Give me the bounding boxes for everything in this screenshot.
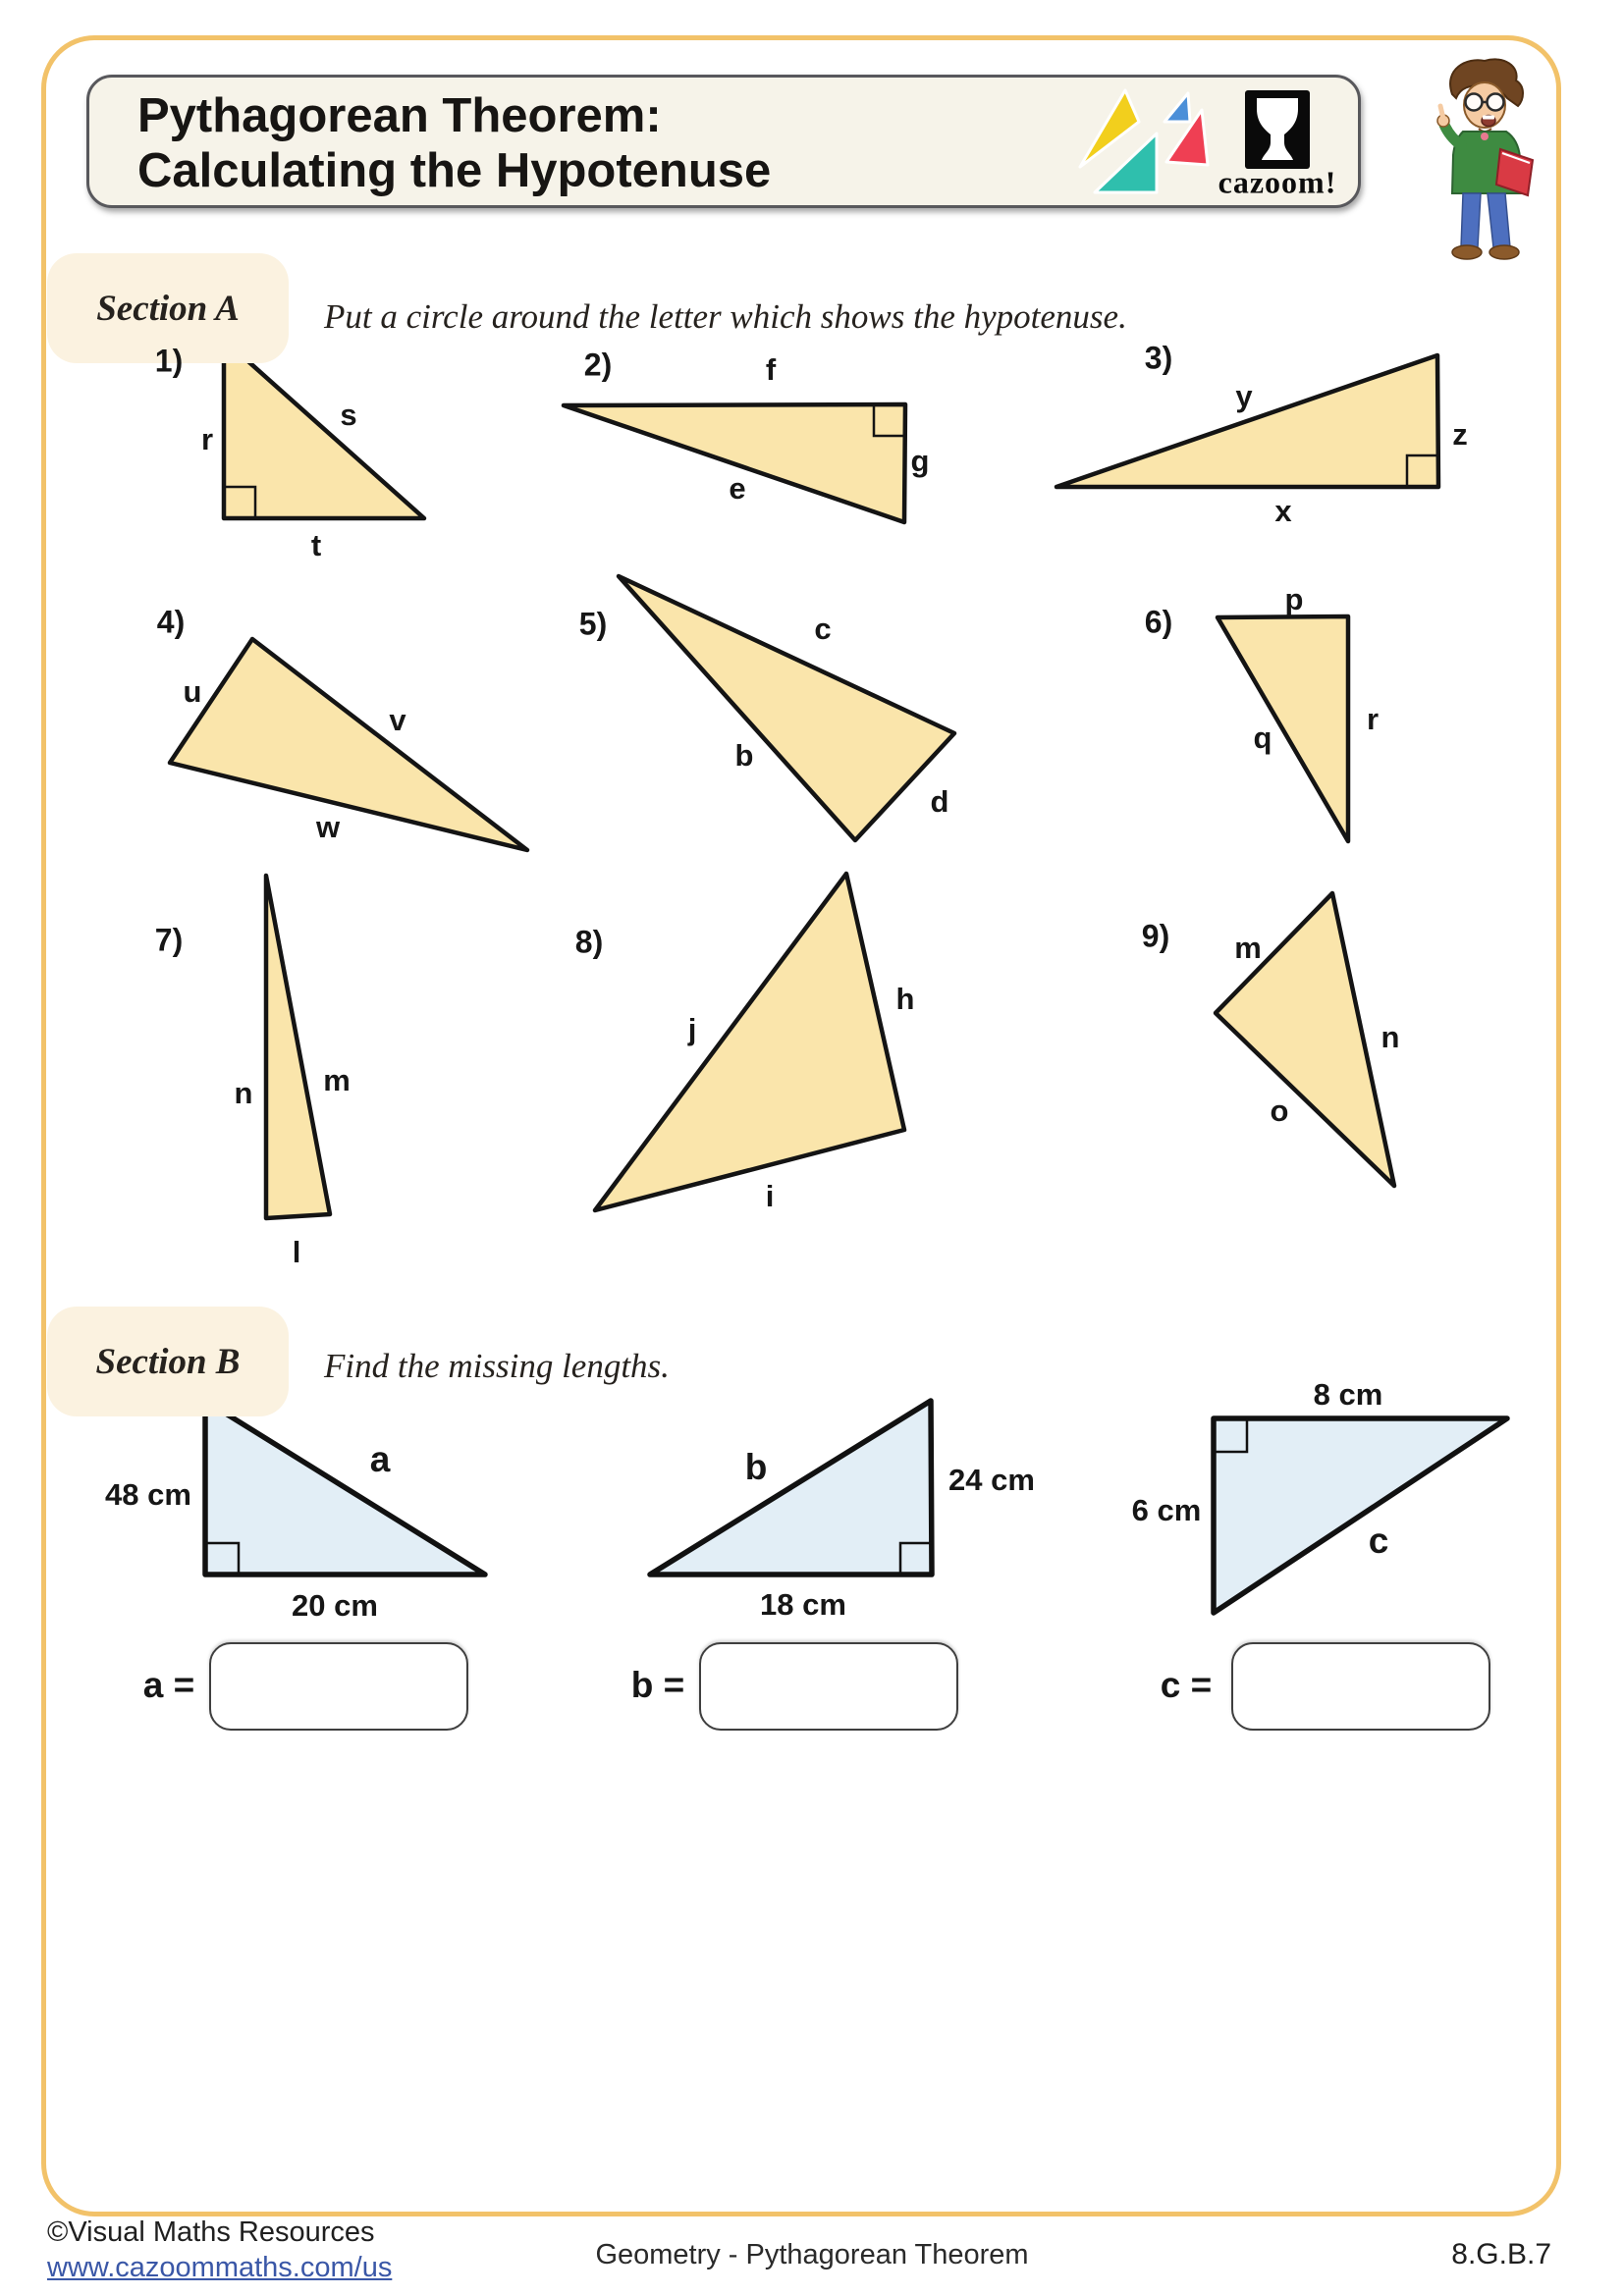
problem-b-vertical-label: 24 cm	[948, 1463, 1035, 1497]
answer-c-prefix: c =	[1160, 1665, 1213, 1705]
section-b-label-text: Section B	[95, 1341, 241, 1382]
problem-3-base-label: x	[1274, 494, 1292, 528]
problem-4-number: 4)	[156, 604, 186, 640]
problem-2-side-label: g	[910, 444, 930, 478]
problem-4-side-label: u	[183, 674, 202, 709]
problem-9-hypotenuse-label: n	[1380, 1020, 1400, 1054]
section-b-instruction: Find the missing lengths.	[324, 1347, 670, 1385]
problem-3-side-label: z	[1452, 417, 1468, 452]
problem-c-hypotenuse-label: c	[1368, 1521, 1389, 1561]
problem-a-horizontal-label: 20 cm	[292, 1588, 378, 1623]
problem-b-hypotenuse-label: b	[744, 1447, 768, 1487]
problem-1-triangle	[224, 340, 424, 518]
problem-7-side-label: n	[234, 1076, 253, 1110]
footer-website-link[interactable]: www.cazoommaths.com/us	[47, 2252, 393, 2283]
problem-1-number: 1)	[154, 343, 184, 379]
problem-b-horizontal-label: 18 cm	[760, 1587, 846, 1622]
problem-9-side-label: o	[1270, 1094, 1289, 1128]
problem-5-base-label: d	[930, 784, 949, 819]
problem-8-base-label: i	[765, 1179, 775, 1213]
problem-8-triangle	[595, 874, 904, 1210]
problem-2-hypotenuse-label: e	[729, 471, 746, 506]
problem-6-top-label: p	[1284, 582, 1304, 616]
problem-c-triangle	[1214, 1418, 1507, 1613]
problem-3-triangle	[1056, 355, 1438, 487]
answer-a-prefix: a =	[142, 1665, 195, 1705]
problem-6-number: 6)	[1144, 604, 1173, 640]
title-line-1: Pythagorean Theorem:	[137, 89, 662, 142]
problem-5-side-label: b	[734, 738, 754, 773]
problem-5-hypotenuse-label: c	[814, 612, 832, 646]
teacher-character-illustration	[1437, 59, 1533, 259]
section-b-label	[47, 1307, 289, 1416]
problem-1-side-label: r	[200, 422, 214, 456]
problem-c-horizontal-label: 8 cm	[1313, 1377, 1383, 1412]
problem-7-base-label: l	[292, 1235, 301, 1269]
footer-topic-text: Geometry - Pythagorean Theorem	[595, 2239, 1029, 2270]
section-a-instruction: Put a circle around the letter which shows the hypotenuse.	[324, 297, 1127, 336]
problem-9-top-label: m	[1234, 931, 1262, 965]
answer-box-a[interactable]	[209, 1642, 468, 1731]
problem-c-vertical-label: 6 cm	[1131, 1493, 1202, 1527]
problem-1-base-label: t	[310, 528, 322, 562]
footer-standard-code: 8.G.B.7	[1451, 2238, 1551, 2270]
answer-box-c[interactable]	[1231, 1642, 1490, 1731]
problem-2-top-label: f	[765, 352, 777, 387]
footer-copyright: ©Visual Maths Resources	[47, 2216, 375, 2248]
problem-3-hypotenuse-label: y	[1235, 379, 1253, 413]
problem-4-base-label: w	[315, 810, 341, 844]
answer-box-b[interactable]	[699, 1642, 958, 1731]
problem-a-vertical-label: 48 cm	[105, 1477, 191, 1512]
problem-1-hypotenuse-label: s	[340, 398, 357, 432]
cazoom-wordmark: cazoom!	[1218, 164, 1337, 200]
problem-4-triangle	[170, 639, 527, 850]
logo-triangle-blue	[1164, 93, 1190, 122]
problem-8-hypotenuse-label: j	[687, 1012, 697, 1046]
logo-triangle-yellow	[1080, 90, 1139, 167]
problem-a-triangle	[205, 1401, 485, 1575]
problem-7-hypotenuse-label: m	[323, 1063, 351, 1097]
problem-4-hypotenuse-label: v	[389, 703, 406, 737]
problem-2-number: 2)	[583, 347, 613, 383]
problem-3-number: 3)	[1144, 340, 1173, 376]
answer-b-prefix: b =	[630, 1665, 685, 1705]
problem-6-side-label: r	[1366, 702, 1380, 736]
problem-9-number: 9)	[1141, 918, 1170, 954]
problem-8-side-label: h	[895, 982, 915, 1016]
problem-8-number: 8)	[574, 924, 604, 960]
problem-a-hypotenuse-label: a	[369, 1439, 391, 1479]
problem-7-number: 7)	[154, 922, 184, 958]
section-a-label-text: Section A	[96, 288, 240, 329]
problem-b-triangle	[650, 1401, 932, 1575]
title-line-2: Calculating the Hypotenuse	[137, 144, 772, 197]
problem-5-number: 5)	[578, 606, 608, 642]
problem-5-triangle	[619, 576, 954, 840]
problem-7-triangle	[266, 876, 330, 1218]
problem-6-triangle	[1218, 616, 1348, 841]
problem-6-hypotenuse-label: q	[1253, 721, 1272, 755]
